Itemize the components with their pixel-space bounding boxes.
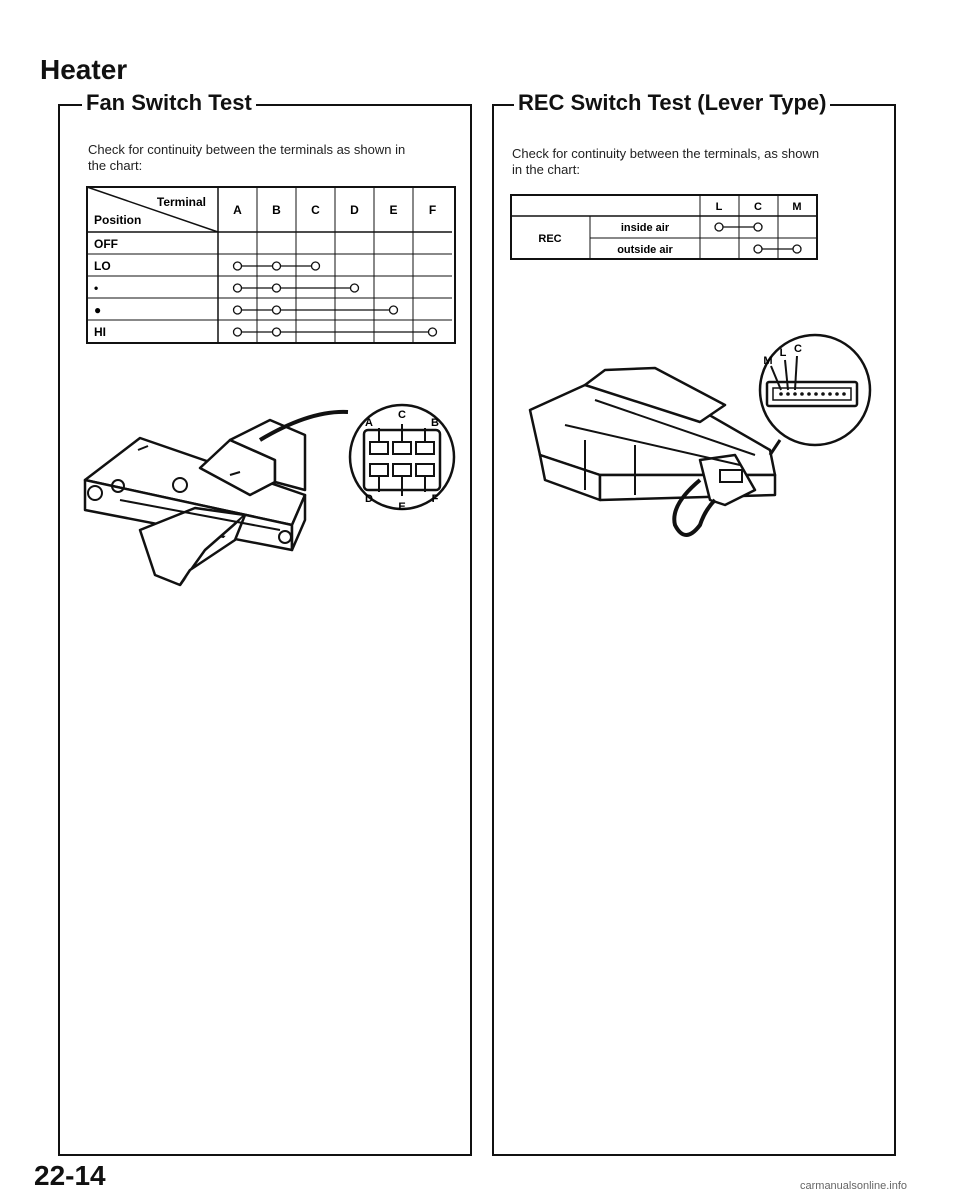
fan-column-header: B [272, 203, 281, 217]
fan-connector-detail [350, 405, 454, 513]
page-number: 22-14 [34, 1160, 106, 1191]
svg-text:C: C [398, 409, 406, 421]
rec-switch-title: REC Switch Test (Lever Type) [514, 90, 830, 116]
fan-corner-terminal: Terminal [156, 195, 206, 209]
fan-row-position: HI [94, 325, 106, 339]
fan-row-position: LO [94, 259, 111, 273]
svg-text:B: B [431, 417, 439, 429]
fan-row-position: OFF [94, 237, 118, 251]
fan-row-position: ● [94, 303, 102, 317]
fan-column-header: F [428, 203, 437, 217]
fan-continuity-terminal [273, 284, 281, 292]
fan-intro: Check for continuity between the terminals as shown in the chart: [88, 142, 406, 173]
rec-column-header: C [754, 201, 762, 213]
fan-column-header: D [350, 203, 359, 217]
fan-continuity-terminal [234, 284, 242, 292]
rec-row-label: outside air [617, 244, 673, 256]
rec-switch-illustration [525, 330, 880, 560]
rec-continuity-table [510, 194, 820, 262]
watermark: carmanualsonline.info [800, 1180, 908, 1192]
fan-continuity-terminal [273, 262, 281, 270]
rec-continuity-terminal [715, 223, 723, 231]
fan-continuity-terminal [390, 306, 398, 314]
fan-continuity-terminal [312, 262, 320, 270]
svg-text:E: E [398, 501, 406, 513]
fan-switch-title: Fan Switch Test [82, 90, 256, 116]
svg-text:F: F [431, 493, 439, 505]
rec-continuity-terminal [754, 223, 762, 231]
fan-continuity-terminal [234, 306, 242, 314]
rec-column-header: M [792, 201, 802, 213]
fan-column-header: A [233, 203, 242, 217]
fan-row-position: • [94, 281, 99, 295]
svg-text:A: A [365, 417, 373, 429]
fan-switch-illustration [80, 400, 460, 610]
fan-continuity-terminal [234, 262, 242, 270]
fan-continuity-terminal [273, 328, 281, 336]
fan-continuity-terminal [273, 306, 281, 314]
fan-column-header: E [389, 203, 398, 217]
fan-continuity-terminal [234, 328, 242, 336]
fan-corner-position: Position [94, 213, 142, 227]
fan-column-header: C [311, 203, 320, 217]
fan-continuity-terminal [429, 328, 437, 336]
rec-row-label: inside air [620, 222, 670, 234]
svg-text:D: D [365, 493, 373, 505]
svg-text:L: L [779, 347, 787, 359]
fan-continuity-table [86, 186, 456, 346]
svg-text:C: C [794, 343, 802, 355]
page-heading: Heater [40, 54, 128, 85]
fan-continuity-terminal [351, 284, 359, 292]
rec-intro: Check for continuity between the terminals, as shown in the chart: [512, 146, 820, 177]
rec-column-header: L [715, 201, 723, 213]
svg-text:M: M [763, 355, 773, 367]
rec-continuity-terminal [754, 245, 762, 253]
rec-continuity-terminal [793, 245, 801, 253]
rec-connector-detail [760, 335, 870, 445]
rec-group-label: REC [538, 233, 562, 245]
